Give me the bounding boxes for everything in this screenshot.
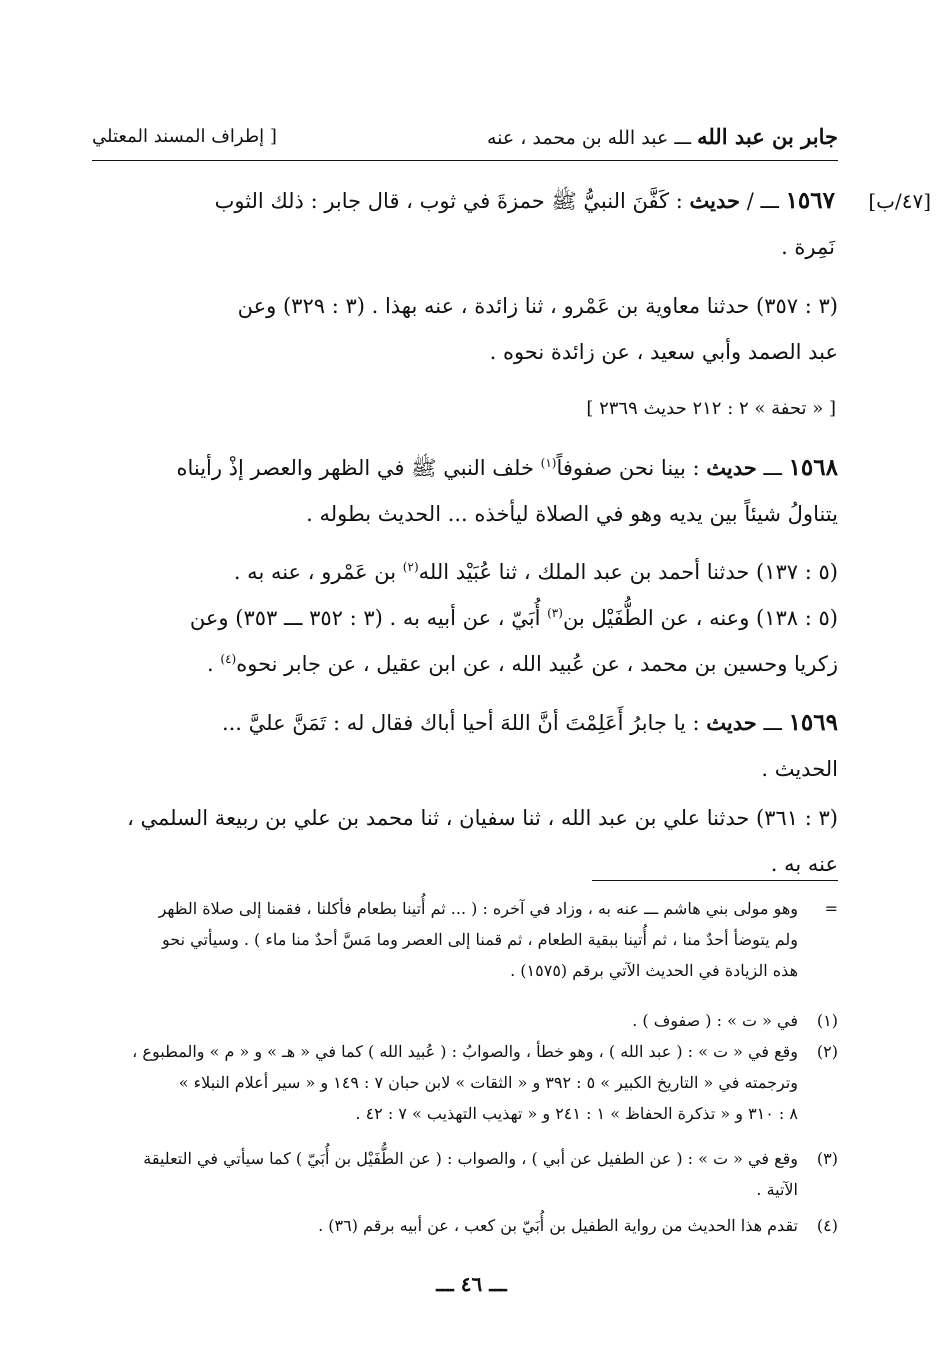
footnote-divider	[592, 880, 838, 881]
source-text: أُبَيّ ، عن أبيه به . (٣ : ٣٥٢ ـــ ٣٥٣) وعن	[189, 606, 548, 630]
page-number: ـــ ٤٦ ـــ	[436, 1272, 507, 1296]
hadith-1567	[93, 178, 931, 270]
running-header	[92, 124, 838, 164]
source-text: زكريا وحسين بن محمد ، عن عُبيد الله ، عن ابن عقيل ، عن جابر نحوه	[236, 652, 838, 676]
footnote-body	[93, 1005, 798, 1036]
source-text: (٥ : ١٣٧) حدثنا أحمد بن عبد الملك ، ثنا عُبَيْد الله	[418, 560, 838, 584]
source-1569-line2: عنه به .	[770, 852, 838, 876]
footnote-2	[93, 1036, 838, 1129]
footnote-body	[93, 1210, 798, 1241]
hadith-1568-line1	[93, 445, 838, 491]
footnote-4	[93, 1210, 838, 1241]
hadith-text: : كَفَّنَ النبيُّ ﷺ حمزةَ في ثوب ، قال جابر : ذلك الثوب	[214, 189, 690, 213]
source-1567-line2: عبد الصمد وأبي سعيد ، عن زائدة نحوه .	[489, 340, 838, 364]
footnote-ref-1[interactable]: (١)	[540, 456, 557, 470]
source-1568-line2	[93, 595, 838, 641]
hadith-text: : يا جابرُ أَعَلِمْتَ أنَّ اللهَ أحيا أباك فقال له : تَمَنَّ عليَّ ...	[221, 711, 707, 735]
chapter-name: جابر بن عبد الله	[697, 124, 838, 149]
footnote-line: وترجمته في « التاريخ الكبير » ٥ : ٣٩٢ و « الثقات » لابن حبان ٧ : ١٤٩ و « سير أعلام النبلاء »	[178, 1073, 798, 1092]
source-text: بن عَمْرو ، عنه به .	[233, 560, 403, 584]
hadith-1568	[93, 445, 838, 537]
hadith-1569-line1	[93, 700, 838, 746]
footnote-marker: (١)	[816, 1011, 838, 1030]
hadith-1569	[93, 700, 838, 792]
footnote-body	[93, 1036, 798, 1129]
hadith-keyword: حديث	[706, 710, 757, 735]
separator: ـــ	[756, 711, 789, 735]
hadith-number: ١٥٦٨	[788, 454, 838, 481]
source-text: (٥ : ١٣٨) وعنه ، عن الطُّفَيْل بن	[562, 606, 838, 630]
footnote-line: ٨ : ٣١٠ و « تذكرة الحفاظ » ١ : ٢٤١ و « تهذيب التهذيب » ٧ : ٤٢ .	[355, 1104, 798, 1123]
footnote-line: هذه الزيادة في الحديث الآتي برقم (١٥٧٥) .	[510, 961, 798, 980]
footnote-body	[93, 893, 798, 986]
hadith-keyword: حديث	[706, 455, 757, 480]
source-1567	[93, 283, 838, 375]
footnote-ref-3[interactable]: (٣)	[547, 606, 563, 620]
separator: ـــ	[756, 456, 789, 480]
footnote-1	[93, 1005, 838, 1036]
footnote-line: وهو مولى بني هاشم ـــ عنه به ، وزاد في آخره : ( ... ثم أُتينا بطعام فأكلنا ، فقمنا إلى صلاة الظهر	[158, 899, 798, 918]
source-1569	[93, 795, 838, 887]
running-head-chapter	[487, 124, 838, 149]
tuhfa-reference: [ « تحفة » ٢ : ٢١٢ حديث ٢٣٦٩ ]	[586, 398, 836, 419]
hadith-1569-line2: الحديث .	[761, 757, 838, 781]
footnote-continuation	[93, 893, 838, 986]
source-1567-line1: (٣ : ٣٥٧) حدثنا معاوية بن عَمْرو ، ثنا زائدة ، عنه بهذا . (٣ : ٣٢٩) وعن	[237, 294, 838, 318]
footnote-ref-2[interactable]: (٢)	[402, 560, 419, 574]
hadith-1568-line2: يتناولُ شيئاً بين يديه وهو في الصلاة ليأخذه ... الحديث بطوله .	[306, 502, 838, 526]
footnote-3	[93, 1143, 838, 1205]
footnote-line: وقع في « ت » : ( عبد الله ) ، وهو خطأ ، والصوابُ : ( عُبيد الله ) كما في « هـ » و « م » والمطبوع ،	[132, 1042, 798, 1061]
hadith-keyword: حديث	[689, 188, 741, 213]
chapter-subname: ـــ عبد الله بن محمد ، عنه	[486, 127, 698, 149]
footnote-marker: (٣)	[816, 1149, 838, 1168]
source-1568-line1	[93, 549, 838, 595]
footnote-ref-4[interactable]: (٤)	[220, 652, 237, 666]
footnote-line: تقدم هذا الحديث من رواية الطفيل بن أُبَيّ بن كعب ، عن أبيه برقم (٣٦) .	[318, 1216, 798, 1235]
footnote-marker: =	[824, 899, 838, 918]
footnote-line: ولم يتوضأ أحدٌ منا ، ثم أُتينا ببقية الطعام ، ثم قمنا إلى العصر وما مَسَّ أحدٌ منا ماء ) . وسيأتي نحو	[162, 930, 798, 949]
hadith-number: ١٥٦٩	[788, 709, 838, 736]
hadith-text: خلف النبي ﷺ في الظهر والعصر إذْ رأيناه	[176, 456, 541, 480]
footnote-marker: (٤)	[816, 1216, 838, 1235]
hadith-text: : بينا نحن صفوفاً	[556, 456, 707, 480]
hadith-number: ١٥٦٧	[785, 187, 835, 214]
source-1568-line3	[93, 641, 838, 687]
footnote-body	[93, 1143, 798, 1205]
book-title: [ إطراف المسند المعتلي	[92, 126, 277, 147]
footnote-marker: (٢)	[816, 1042, 838, 1061]
source-1568	[93, 549, 838, 687]
footnote-line: الآتية .	[756, 1180, 798, 1199]
header-divider	[92, 160, 838, 161]
source-text: .	[207, 652, 221, 676]
hadith-1567-line2: نَمِرة .	[781, 235, 835, 259]
separator: ـــ /	[740, 189, 786, 213]
source-1569-line1: (٣ : ٣٦١) حدثنا علي بن عبد الله ، ثنا سفيان ، ثنا محمد بن علي بن ربيعة السلمي ،	[127, 806, 838, 830]
folio-marker: [٤٧/ب]	[868, 189, 931, 213]
footnote-line: وقع في « ت » : ( عن الطفيل عن أبي ) ، والصواب : ( عن الطُّفَيْل بن أُبَيّ ) كما سيأتي في التعليقة	[143, 1149, 798, 1168]
hadith-1567-line1	[93, 178, 835, 224]
footnote-line: في « ت » : ( صفوف ) .	[632, 1011, 798, 1030]
